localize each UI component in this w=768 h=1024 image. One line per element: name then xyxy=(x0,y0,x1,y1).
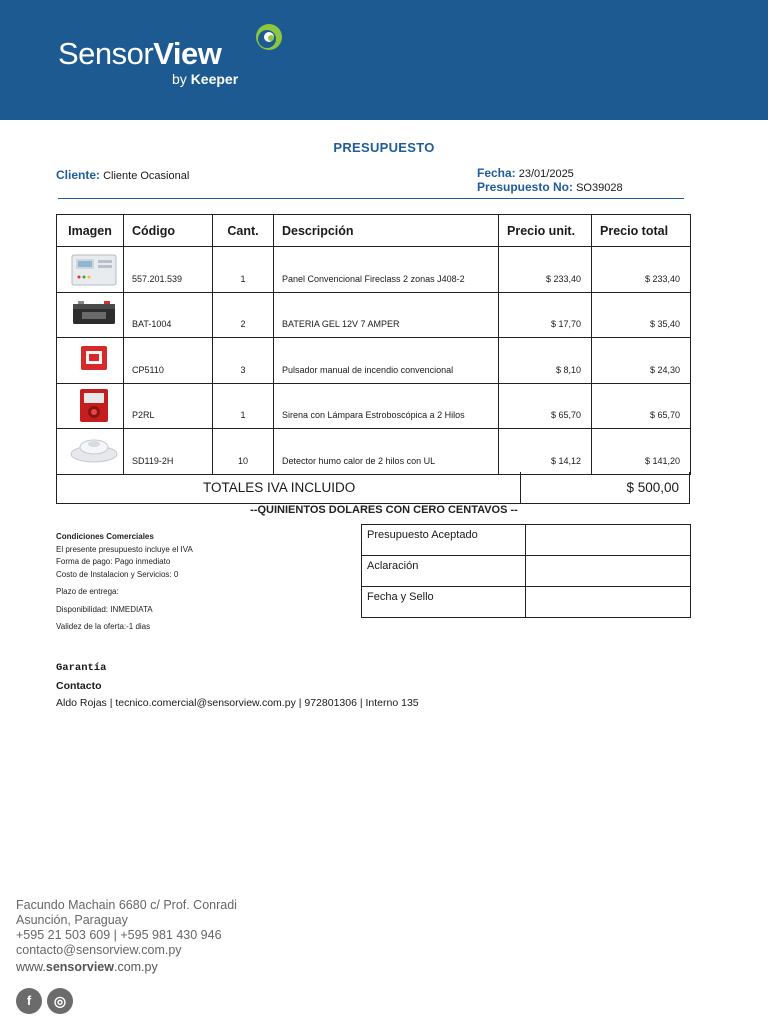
condition-line: El presente presupuesto incluye el IVA xyxy=(56,544,193,554)
item-total-price: $ 65,70 xyxy=(592,383,691,429)
acceptance-label: Aclaración xyxy=(362,556,526,587)
presupuesto-number-label: Presupuesto No: xyxy=(477,180,574,194)
acceptance-field xyxy=(526,525,691,556)
condition-line: Plazo de entrega: xyxy=(56,587,119,596)
item-code: CP5110 xyxy=(124,338,213,384)
item-qty: 3 xyxy=(213,338,274,384)
header-precio-unit: Precio unit. xyxy=(499,215,592,247)
smoke-detector-image xyxy=(68,432,120,468)
header-codigo: Código xyxy=(124,215,213,247)
product-image-cell xyxy=(57,383,124,429)
instagram-icon[interactable]: ◎ xyxy=(47,988,73,1014)
amount-in-words: --QUINIENTOS DOLARES CON CERO CENTAVOS -- xyxy=(250,504,518,516)
item-description: Pulsador manual de incendio convencional xyxy=(274,338,499,384)
header-cantidad: Cant. xyxy=(213,215,274,247)
table-header-row xyxy=(57,215,691,247)
header-precio-total: Precio total xyxy=(592,215,691,247)
product-image-cell xyxy=(57,429,124,475)
footer-line: +595 21 503 609 | +595 981 430 946 xyxy=(16,928,222,942)
item-qty: 1 xyxy=(213,247,274,293)
item-description: BATERIA GEL 12V 7 AMPER xyxy=(274,292,499,338)
acceptance-row xyxy=(362,525,691,556)
table-row xyxy=(57,338,691,384)
footer-email[interactable]: contacto@sensorview.com.py xyxy=(16,943,182,957)
logo-tagline: by Keeper xyxy=(172,71,239,87)
item-code: BAT-1004 xyxy=(124,292,213,338)
contacto-details: Aldo Rojas | tecnico.comercial@sensorview.com.py | 972801306 | Interno 135 xyxy=(56,697,419,709)
item-description: Detector humo calor de 2 hilos con UL xyxy=(274,429,499,475)
fecha-value: 23/01/2025 xyxy=(518,168,574,180)
conditions-heading: Condiciones Comerciales xyxy=(56,532,154,541)
product-image-cell xyxy=(57,338,124,384)
sensorview-logo xyxy=(58,22,298,92)
fecha-line xyxy=(477,166,574,180)
item-total-price: $ 35,40 xyxy=(592,292,691,338)
header-divider xyxy=(58,198,684,199)
footer-address xyxy=(16,898,237,958)
footer-line: Facundo Machain 6680 c/ Prof. Conradi xyxy=(16,898,237,912)
garantia-heading: Garantía xyxy=(56,662,107,674)
table-row xyxy=(57,383,691,429)
acceptance-row xyxy=(362,556,691,587)
item-unit-price: $ 17,70 xyxy=(499,292,592,338)
logo-wordmark: SensorView xyxy=(58,36,222,71)
item-qty: 2 xyxy=(213,292,274,338)
item-qty: 10 xyxy=(213,429,274,475)
acceptance-label: Fecha y Sello xyxy=(362,587,526,618)
condition-line: Costo de Instalacion y Servicios: 0 xyxy=(56,569,179,579)
item-unit-price: $ 8,10 xyxy=(499,338,592,384)
condition-line: Validez de la oferta:-1 dias xyxy=(56,622,151,631)
product-image-cell xyxy=(57,247,124,293)
item-total-price: $ 24,30 xyxy=(592,338,691,384)
manual-call-point-image xyxy=(70,342,118,378)
fecha-label: Fecha: xyxy=(477,166,516,180)
item-unit-price: $ 14,12 xyxy=(499,429,592,475)
footer-line: Asunción, Paraguay xyxy=(16,913,128,927)
acceptance-field xyxy=(526,556,691,587)
item-code: 557.201.539 xyxy=(124,247,213,293)
logo-swirl-icon xyxy=(254,22,284,52)
header-imagen: Imagen xyxy=(57,215,124,247)
item-total-price: $ 233,40 xyxy=(592,247,691,293)
cliente-line xyxy=(56,168,189,182)
item-unit-price: $ 65,70 xyxy=(499,383,592,429)
battery-image xyxy=(70,296,118,332)
item-qty: 1 xyxy=(213,383,274,429)
table-row xyxy=(57,429,691,475)
item-unit-price: $ 233,40 xyxy=(499,247,592,293)
item-description: Panel Convencional Fireclass 2 zonas J408-2 xyxy=(274,247,499,293)
facebook-icon[interactable]: f xyxy=(16,988,42,1014)
commercial-conditions xyxy=(56,531,193,634)
totals-row xyxy=(56,472,690,504)
document-title: PRESUPUESTO xyxy=(333,140,435,155)
strobe-siren-image xyxy=(70,388,118,424)
item-code: SD119-2H xyxy=(124,429,213,475)
acceptance-table xyxy=(361,524,691,618)
condition-line: Disponibilidad: INMEDIATA xyxy=(56,604,153,614)
totals-label: TOTALES IVA INCLUIDO xyxy=(203,480,356,495)
item-description: Sirena con Lámpara Estroboscópica a 2 Hilos xyxy=(274,383,499,429)
cliente-label: Cliente: xyxy=(56,168,101,182)
item-code: P2RL xyxy=(124,383,213,429)
item-total-price: $ 141,20 xyxy=(592,429,691,475)
acceptance-field xyxy=(526,587,691,618)
totals-value: $ 500,00 xyxy=(626,480,679,495)
header-descripcion: Descripción xyxy=(274,215,499,247)
acceptance-row xyxy=(362,587,691,618)
footer-website-link[interactable]: www.sensorview.com.py xyxy=(16,960,158,974)
fire-panel-image xyxy=(70,252,118,288)
acceptance-label: Presupuesto Aceptado xyxy=(362,525,526,556)
totals-divider xyxy=(520,472,521,503)
table-row xyxy=(57,292,691,338)
items-table xyxy=(56,214,691,475)
contacto-heading: Contacto xyxy=(56,680,102,692)
product-image-cell xyxy=(57,292,124,338)
presupuesto-number-line xyxy=(477,180,623,194)
cliente-value: Cliente Ocasional xyxy=(103,170,190,182)
header-bar xyxy=(0,0,768,120)
presupuesto-number-value: SO39028 xyxy=(576,182,623,194)
condition-line: Forma de pago: Pago inmediato xyxy=(56,557,171,566)
table-row xyxy=(57,247,691,293)
